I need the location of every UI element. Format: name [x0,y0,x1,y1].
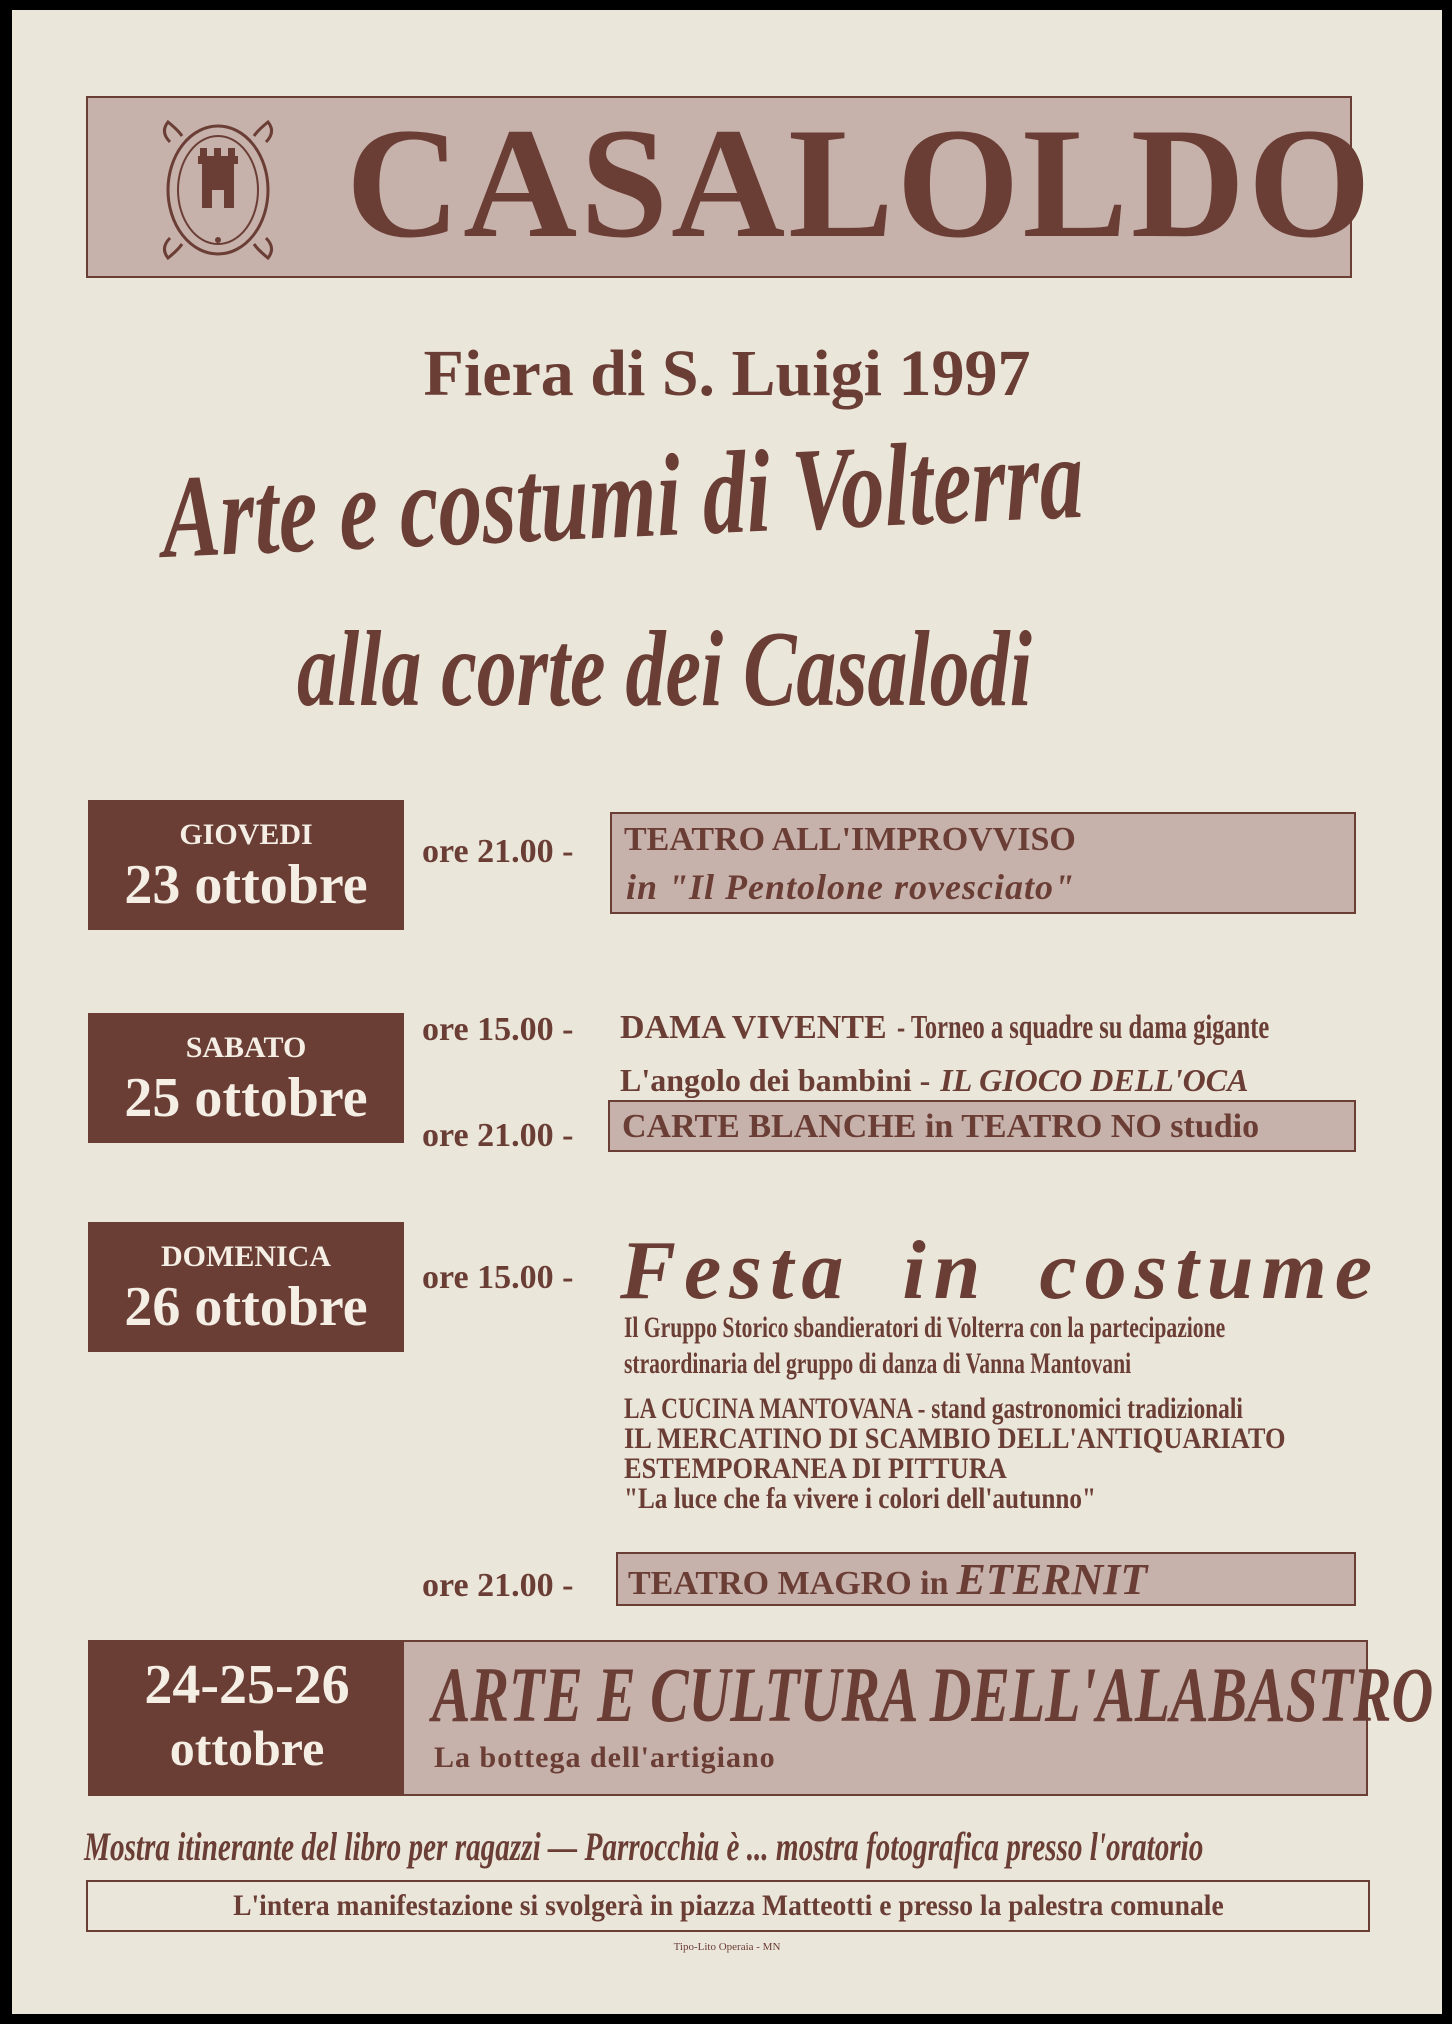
event-time: ore 15.00 - [422,1011,574,1048]
event-detail: - Torneo a squadre su dama gigante [896,1009,1269,1046]
exhibit-box [402,1640,1434,1796]
event-title-emphasis: ETERNIT [956,1555,1148,1604]
event-description [624,1310,1452,1382]
list-item: "La luce che fa vivere i colori dell'autunno" [624,1482,1096,1515]
day-label-thursday [88,800,404,930]
date: 25 ottobre [124,1067,368,1129]
footer-note: Mostra itinerante del libro per ragazzi — Parrocchia è ... mostra fotografica presso l'oratorio [84,1824,1204,1869]
fair-name: Fiera di S. Luigi 1997 [423,337,1031,410]
event-box-teatro-improvviso [610,812,1356,914]
event-line-dama-vivente [620,1008,1414,1054]
venue-text: L'intera manifestazione si svolgerà in piazza Matteotti e presso la palestra comunale [232,1889,1224,1922]
event-time: ore 21.00 - [422,833,574,870]
list-item: LA CUCINA MANTOVANA - stand gastronomici tradizionali [624,1392,1243,1425]
poster [12,10,1442,2014]
weekday: DOMENICA [161,1240,331,1273]
date: 26 ottobre [124,1276,368,1338]
weekday: GIOVEDI [179,818,313,851]
day-label-saturday [88,1013,404,1143]
header-band [86,96,1374,278]
exhibit-month: ottobre [169,1720,325,1776]
date: 23 ottobre [124,854,368,916]
event-title: TEATRO ALL'IMPROVVISO [624,821,1076,858]
event-list [624,1394,1417,1514]
crest-icon [152,112,284,268]
main-title-line1: Arte e costumi di Volterra [159,411,1086,583]
list-item: IL MERCATINO DI SCAMBIO DELL'ANTIQUARIATO [624,1422,1286,1455]
desc-line: straordinaria del gruppo di danza di Vanna Mantovani [624,1347,1132,1380]
event-title: CARTE BLANCHE in TEATRO NO studio [622,1108,1260,1145]
event-title: TEATRO MAGRO in ETERNIT [628,1555,1148,1604]
town-name: CASALOLDO [346,96,1374,271]
event-title: DAMA VIVENTE [620,1009,887,1046]
event-time: ore 21.00 - [422,1567,574,1604]
desc-line: Il Gruppo Storico sbandieratori di Volterra con la partecipazione [624,1311,1226,1344]
kids-label: L'angolo dei bambini - [620,1062,931,1098]
event-time: ore 15.00 - [422,1259,574,1296]
list-item: ESTEMPORANEA DI PITTURA [624,1452,1007,1485]
event-subtitle: in "Il Pentolone rovesciato" [626,867,1075,907]
event-title-festa: Festa in costume [620,1224,1381,1317]
exhibit-title: ARTE E CULTURA DELL'ALABASTRO [432,1651,1434,1738]
venue-box [86,1880,1370,1932]
day-label-sunday [88,1222,404,1352]
event-box-carte-blanche [608,1100,1356,1152]
event-time: ore 21.00 - [422,1117,574,1154]
printer-credit: Tipo-Lito Operaia - MN [673,1941,781,1953]
kids-title: IL GIOCO DELL'OCA [940,1062,1249,1098]
weekday: SABATO [185,1031,307,1064]
exhibit-subtitle: La bottega dell'artigiano [434,1741,776,1774]
main-title-line2: alla corte dei Casalodi [297,610,1032,729]
event-box-teatro-magro [616,1552,1356,1606]
exhibit-dates [88,1640,406,1796]
exhibit-days: 24-25-26 [144,1654,350,1716]
